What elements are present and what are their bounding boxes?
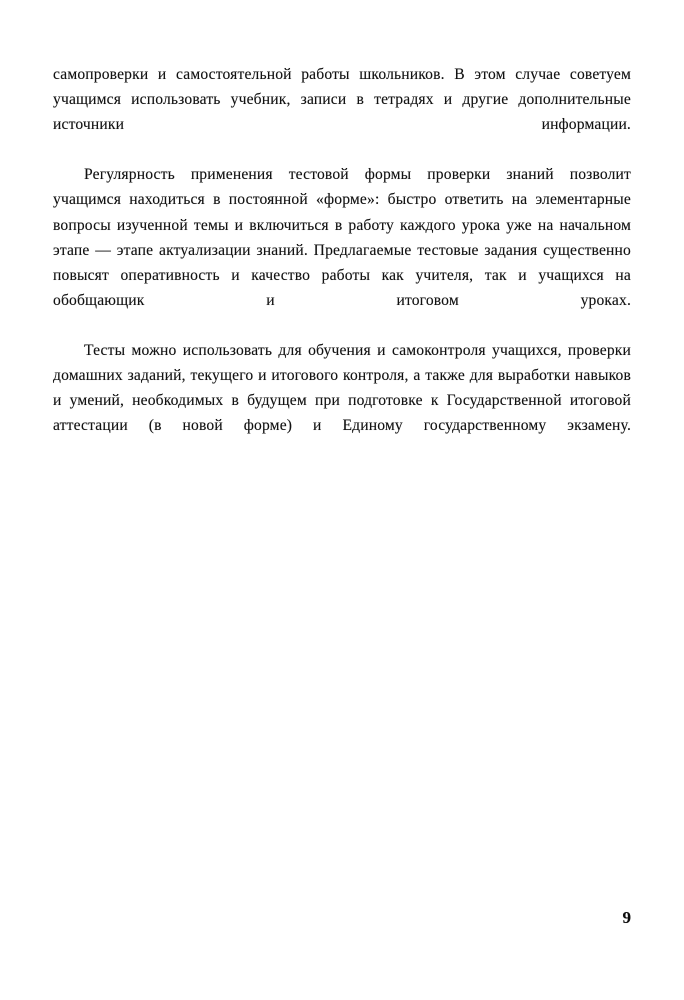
paragraph-regularity: Регулярность применения тестовой формы проверки знаний позволит учащимся находиться в постоянной «форме»: быстро ответить на элементарные вопросы изученной темы и включиться в работу каждого урока уже на начальном этапе — этапе актуализации знаний. Предлагаемые тестовые задания существенно повысят оперативность и качество работы как учителя, так и учащихся на обобщающик и итоговом уроках. [53,166,631,309]
paragraph-tests-usage: Тесты можно использовать для обучения и самоконтроля учащихся, проверки домашних заданий, текущего и итогового контроля, а также для выработки навыков и умений, необкодимых в будущем при подготовке к Государственной итоговой аттестации (в новой форме) и Единому государственному экзамену. [53,342,631,435]
page-number: 9 [622,908,631,927]
body-text-column [53,62,631,464]
paragraph-continuation: самопроверки и самостоятельной работы школьников. В этом случае советуем учащимся использовать учебник, записи в тетрадях и другие дополнительные источники информации. [53,66,631,134]
